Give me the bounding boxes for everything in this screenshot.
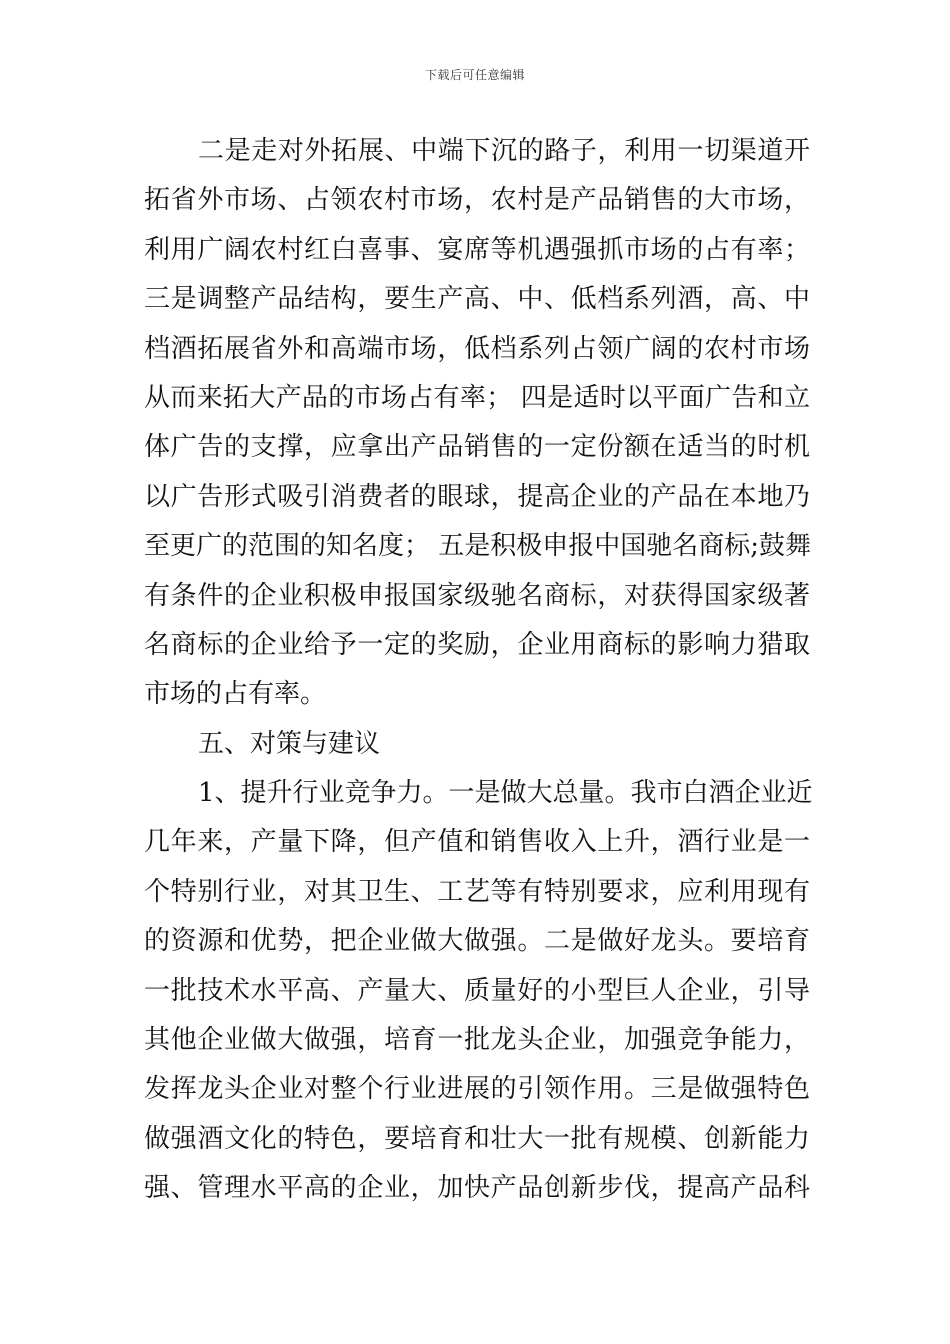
paragraph-line: 利用广阔农村红白喜事、宴席等机遇强抓市场的占有率； <box>144 234 810 265</box>
paragraph-line: 拓省外市场、占领农村市场，农村是产品销售的大市场， <box>144 185 810 216</box>
paragraph-line: 至更广的范围的知名度； 五是积极申报中国驰名商标;鼓舞 <box>144 531 812 562</box>
paragraph-line: 档酒拓展省外和高端市场，低档系列占领广阔的农村市场 <box>144 333 810 364</box>
header-note: 下载后可任意编辑 <box>424 68 525 82</box>
paragraph-line: 的资源和优势，把企业做大做强。二是做好龙头。要培育 <box>144 926 810 957</box>
paragraph-line: 体广告的支撑，应拿出产品销售的一定份额在适当的时机 <box>144 432 810 463</box>
paragraph-line: 有条件的企业积极申报国家级驰名商标，对获得国家级著 <box>144 580 810 611</box>
paragraph-line: 几年来，产量下降，但产值和销售收入上升，酒行业是一 <box>144 827 810 858</box>
paragraph-line: 一批技术水平高、产量大、质量好的小型巨人企业，引导 <box>144 975 810 1006</box>
paragraph-line: 1、提升行业竞争力。一是做大总量。我市白酒企业近 <box>198 778 813 809</box>
paragraph-line: 发挥龙头企业对整个行业进展的引领作用。三是做强特色 <box>144 1074 810 1105</box>
paragraph-line: 市场的占有率。 <box>144 679 327 710</box>
paragraph-line: 名商标的企业给予一定的奖励，企业用商标的影响力猎取 <box>144 629 810 660</box>
body-text <box>144 127 813 1214</box>
paragraph-line: 从而来拓大产品的市场占有率； 四是适时以平面广告和立 <box>144 382 810 413</box>
paragraph-line: 强、管理水平高的企业，加快产品创新步伐，提高产品科 <box>144 1173 810 1204</box>
paragraph-line: 以广告形式吸引消费者的眼球，提高企业的产品在本地乃 <box>144 481 810 512</box>
section-heading: 五、对策与建议 <box>198 728 381 759</box>
paragraph-line: 做强酒文化的特色，要培育和壮大一批有规模、创新能力 <box>144 1123 810 1154</box>
paragraph-line: 二是走对外拓展、中端下沉的路子，利用一切渠道开 <box>198 136 810 166</box>
paragraph-line: 其他企业做大做强，培育一批龙头企业，加强竞争能力， <box>144 1025 810 1056</box>
paragraph-line: 三是调整产品结构，要生产高、中、低档系列酒，高、中 <box>144 284 810 315</box>
paragraph-line: 个特别行业，对其卫生、工艺等有特别要求，应利用现有 <box>144 876 810 907</box>
